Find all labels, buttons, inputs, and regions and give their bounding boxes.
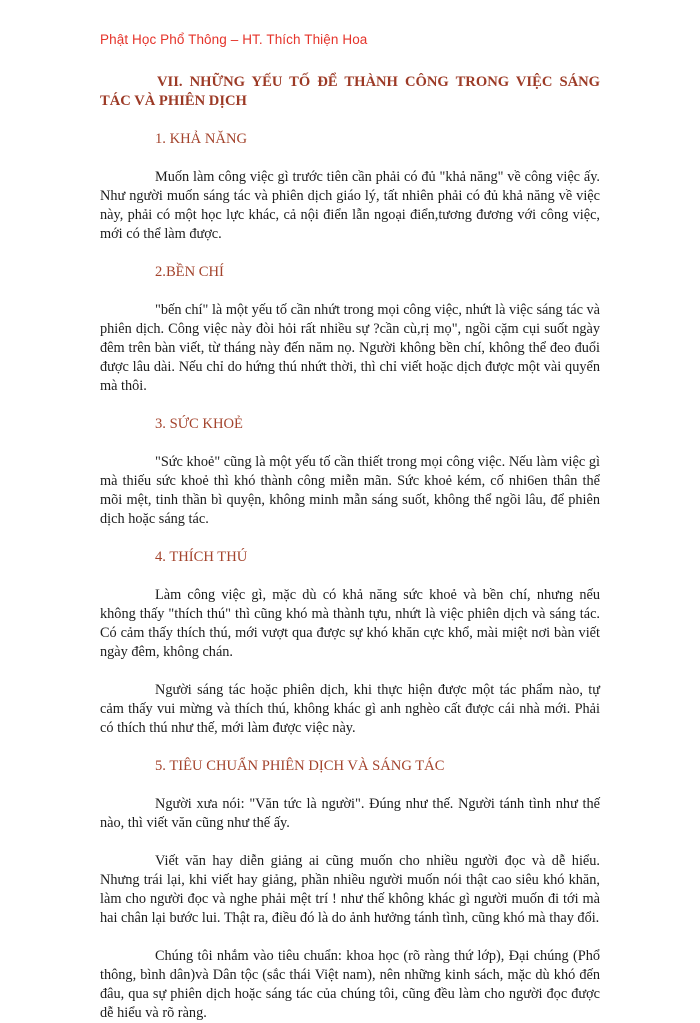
paragraph: Viết văn hay diễn giảng ai cũng muốn cho nhiều người đọc và dễ hiểu. Nhưng trái lại, khi viết hay giảng, phần nhiều người muốn nói thật cao siêu khó khăn, làm cho người đọc và nghe phải mệt trí ! như thế không khác gì người muốn đi tới mà hai chân lại bước lui. Thật ra, điều đó là do ảnh hưởng tánh tình, cũng khó mà thay đổi. xyxy=(100,853,600,926)
section-thich-thu xyxy=(100,548,600,738)
section-heading: 1. KHẢ NĂNG xyxy=(155,131,248,147)
section-heading: 3. SỨC KHOẺ xyxy=(155,416,243,432)
paragraph: "Sức khoẻ" cũng là một yếu tố cần thiết trong mọi công việc. Nếu làm việc gì mà thiếu sức khoẻ thì khó thành công miễn mãn. Sức khoẻ kém, cố nhi6en thân thể mõi mệt, tinh thần bì quyện, không minh mẫn sáng suốt, không thể ngồi lâu, để phiên dịch hoặc sáng tác. xyxy=(100,454,600,527)
paragraph: Chúng tôi nhắm vào tiêu chuẩn: khoa học (rõ ràng thứ lớp), Đại chúng (Phổ thông, bình dân)và Dân tộc (sắc thái Việt nam), nên những kinh sách, mặc dù khó đến đâu, qua sự phiên dịch hoặc sáng tác của chúng tôi, cũng đều làm cho người đọc được dễ hiểu và rõ ràng. xyxy=(100,948,600,1021)
section-heading: 4. THÍCH THÚ xyxy=(155,549,248,565)
section-kha-nang xyxy=(100,130,600,244)
section-heading: 2.BỀN CHÍ xyxy=(155,264,224,280)
section-tieu-chuan xyxy=(100,757,600,1023)
page-title: VII. NHỮNG YẾU TỐ ĐỂ THÀNH CÔNG TRONG VIỆC SÁNG TÁC VÀ PHIÊN DỊCH xyxy=(100,74,600,109)
paragraph: Làm công việc gì, mặc dù có khả năng sức khoẻ và bền chí, nhưng nếu không thấy "thích thú" thì cũng khó mà thành tựu, nhứt là việc phiên dịch và sáng tác. Có cảm thấy thích thú, mới vượt qua được sự khó khăn cực khổ, mài miệt nơi bàn viết ngày đêm, không chán. xyxy=(100,587,600,660)
paragraph: Người xưa nói: "Văn tức là người". Đúng như thế. Người tánh tình như thế nào, thì viết văn cũng như thế ấy. xyxy=(100,796,600,831)
paragraph: "bến chí" là một yếu tố cần nhứt trong mọi công việc, nhứt là việc sáng tác và phiên dịch. Công việc này đòi hỏi rất nhiều sự ?cần cù,rị mọ", ngồi cặm cụi suốt ngày đêm trên bàn viết, từ tháng này đến năm nọ. Người không bền chí, không thể đeo đuổi được lâu dài. Nếu chỉ do hứng thú nhứt thời, thì chỉ viết hoặc dịch được một vài quyển mà thôi. xyxy=(100,302,600,394)
section-suc-khoe xyxy=(100,415,600,529)
section-ben-chi xyxy=(100,263,600,396)
paragraph: Người sáng tác hoặc phiên dịch, khi thực hiện được một tác phẩm nào, tự cảm thấy vui mừng và thích thú, không khác gì anh nghèo cất được cái nhà mới. Phải có thích thú như thế, mới làm được việc này. xyxy=(100,682,600,736)
paragraph: Muốn làm công việc gì trước tiên cần phải có đủ "khả năng" về công việc ấy. Như người muốn sáng tác và phiên dịch giáo lý, tất nhiên phải có đủ khả năng về việc này, phải có một học lực khác, cả nội điển lẫn ngoại điển,tương đương với công việc, mới có thể làm được. xyxy=(100,169,600,242)
section-heading: 5. TIÊU CHUẨN PHIÊN DỊCH VÀ SÁNG TÁC xyxy=(155,758,445,774)
document-header: Phật Học Phổ Thông – HT. Thích Thiện Hoa xyxy=(100,32,368,47)
